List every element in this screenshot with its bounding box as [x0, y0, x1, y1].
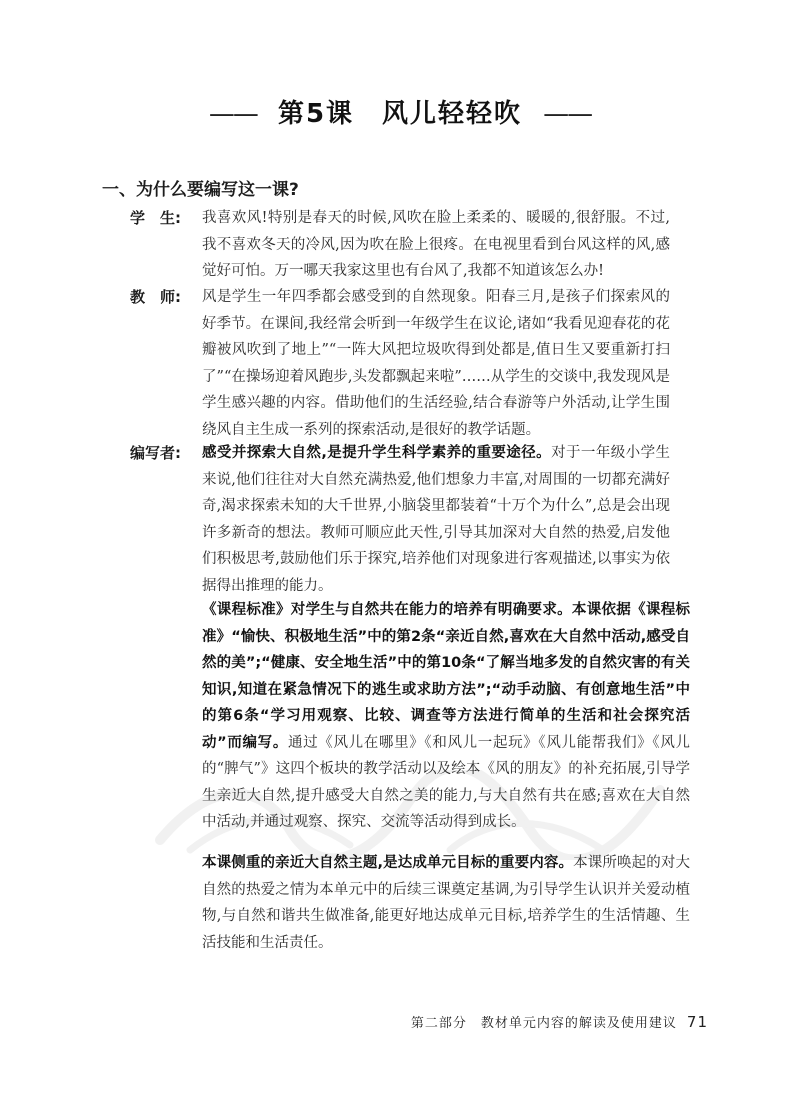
speaker-text-editor — [202, 440, 670, 599]
speaker-block-editor — [130, 440, 670, 599]
speaker-label-student: 学 生: — [130, 209, 181, 227]
speaker-text-student: 我喜欢风!特别是春天的时候,风吹在脸上柔柔的、暖暖的,很舒服。不过,我不喜欢冬天的冷风,因为吹在脸上很疼。在电视里看到台风这样的风,感觉好可怕。万一哪天我家这里也有台风了,我都不知道该怎么办! — [202, 210, 670, 279]
speaker-label-teacher: 教 师: — [130, 288, 181, 306]
paragraph-unit-goal — [202, 850, 690, 956]
unit-goal-body-text: 本课所唤起的对大自然的热爱之情为本单元中的后续三课奠定基调,为引导学生认识并关爱动植物,与自然和谐共生做准备,能更好地达成单元目标,培养学生的生活情趣、生活技能和生活责任。 — [202, 855, 691, 951]
lesson-title-text: 第5课 风儿轻轻吹 — [277, 99, 523, 129]
speaker-block-teacher — [130, 284, 670, 443]
editor-body-text: 对于一年级小学生来说,他们往往对大自然充满热爱,他们想象力丰富,对周围的一切都充满好奇,渴求探索未知的大千世界,小脑袋里都装着“十万个为什么”,总是会出现许多新奇的想法。教师可顺应此天性,引导其加深对大自然的热爱,启发他们积极思考,鼓励他们乐于探究,培养他们对现象进行客观描述,以事实为依据得出推理的能力。 — [202, 445, 670, 594]
title-dash-right: —— — [543, 99, 592, 129]
watermark-graphic — [150, 770, 670, 860]
lesson-title — [0, 93, 800, 130]
speaker-text-teacher: 风是学生一年四季都会感受到的自然现象。阳春三月,是孩子们探索风的好季节。在课间,我经常会听到一年级学生在议论,诸如“我看见迎春花的花瓣被风吹到了地上”“一阵大风把垃圾吹得到处都是,值日生又要重新打扫了”“在操场迎着风跑步,头发都飘起来啦”……从学生的交谈中,我发现风是学生感兴趣的内容。借助他们的生活经验,结合春游等户外活动,让学生围绕风自主生成一系列的探索活动,是很好的教学话题。 — [202, 289, 670, 438]
page-footer — [411, 1012, 708, 1031]
editor-bold-lead: 感受并探索大自然,是提升学生科学素养的重要途径。 — [202, 445, 552, 461]
page-number: 71 — [686, 1013, 708, 1031]
curriculum-bold-text: 《课程标准》对学生与自然共在能力的培养有明确要求。本课依据《课程标准》“愉快、积极地生活”中的第2条“亲近自然,喜欢在大自然中活动,感受自然的美”;“健康、安全地生活”中的第10条“了解当地多发的自然灾害的有关知识,知道在紧急情况下的逃生或求助方法”;“动手动脑、有创意地生活”中的第6条“学习用观察、比较、调查等方法进行简单的生活和社会探究活动”而编写。 — [202, 602, 690, 751]
speaker-block-student — [130, 205, 670, 285]
unit-goal-bold-text: 本课侧重的亲近大自然主题,是达成单元目标的重要内容。 — [202, 855, 574, 871]
title-dash-left: —— — [208, 99, 257, 129]
speaker-label-editor: 编写者: — [130, 444, 181, 462]
footer-text: 第二部分 教材单元内容的解读及使用建议 — [410, 1016, 677, 1031]
curriculum-body-text: 通过《风儿在哪里》《和风儿一起玩》《风儿能帮我们》《风儿的“脾气”》这四个板块的教学活动以及绘本《风的朋友》的补充拓展,引导学生亲近大自然,提升感受大自然之美的能力,与大自然有共在感;喜欢在大自然中活动,并通过观察、探究、交流等活动得到成长。 — [202, 734, 691, 830]
section-heading: 一、为什么要编写这一课? — [102, 180, 299, 200]
